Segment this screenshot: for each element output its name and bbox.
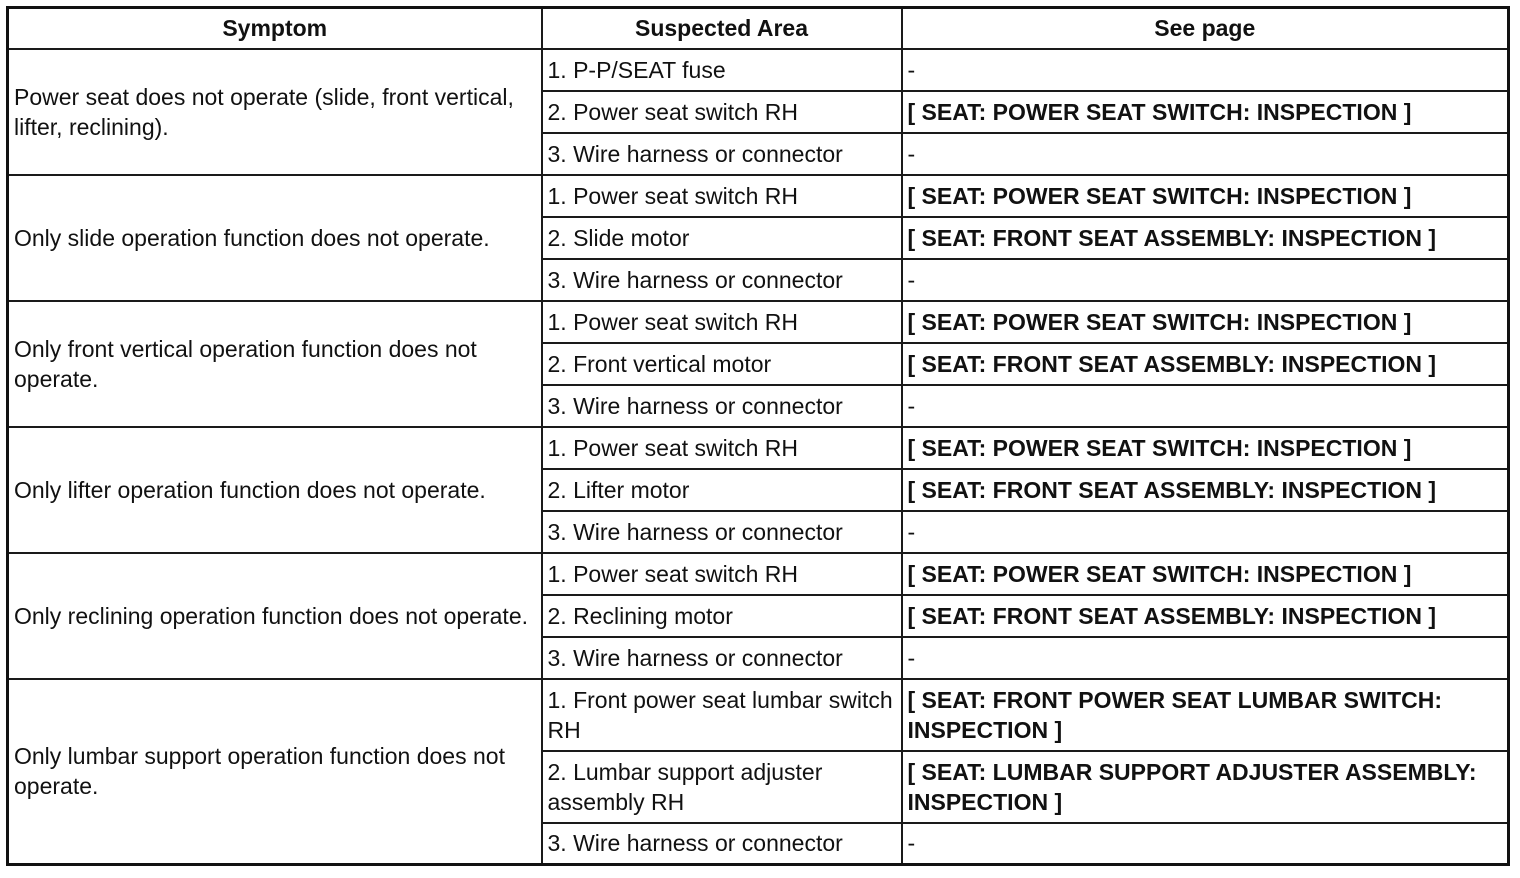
header-row	[8, 8, 1509, 49]
suspected-area-cell: 3. Wire harness or connector	[542, 133, 902, 175]
see-page-link[interactable]: [ SEAT: POWER SEAT SWITCH: INSPECTION ]	[902, 427, 1509, 469]
symptom-cell: Only front vertical operation function does not operate.	[8, 301, 542, 427]
see-page-link[interactable]: [ SEAT: LUMBAR SUPPORT ADJUSTER ASSEMBLY: INSPECTION ]	[902, 751, 1509, 823]
symptom-cell: Only lifter operation function does not operate.	[8, 427, 542, 553]
see-page-cell: -	[902, 511, 1509, 553]
see-page-link[interactable]: [ SEAT: FRONT SEAT ASSEMBLY: INSPECTION ]	[902, 217, 1509, 259]
see-page-link[interactable]: [ SEAT: POWER SEAT SWITCH: INSPECTION ]	[902, 301, 1509, 343]
symptom-cell: Only reclining operation function does not operate.	[8, 553, 542, 679]
see-page-cell: -	[902, 49, 1509, 91]
suspected-area-cell: 1. Power seat switch RH	[542, 301, 902, 343]
table-row	[8, 175, 1509, 217]
symptom-cell: Only lumbar support operation function does not operate.	[8, 679, 542, 865]
suspected-area-cell: 2. Lifter motor	[542, 469, 902, 511]
suspected-area-cell: 2. Lumbar support adjuster assembly RH	[542, 751, 902, 823]
suspected-area-cell: 1. Front power seat lumbar switch RH	[542, 679, 902, 751]
header-see-page: See page	[902, 8, 1509, 49]
see-page-cell: -	[902, 823, 1509, 865]
suspected-area-cell: 2. Reclining motor	[542, 595, 902, 637]
suspected-area-cell: 2. Slide motor	[542, 217, 902, 259]
see-page-cell: -	[902, 385, 1509, 427]
suspected-area-cell: 3. Wire harness or connector	[542, 511, 902, 553]
symptom-cell: Only slide operation function does not operate.	[8, 175, 542, 301]
suspected-area-cell: 1. Power seat switch RH	[542, 427, 902, 469]
symptom-diagnosis-table	[6, 6, 1510, 866]
table-row	[8, 427, 1509, 469]
header-symptom: Symptom	[8, 8, 542, 49]
suspected-area-cell: 1. Power seat switch RH	[542, 553, 902, 595]
see-page-cell: -	[902, 637, 1509, 679]
suspected-area-cell: 3. Wire harness or connector	[542, 637, 902, 679]
see-page-link[interactable]: [ SEAT: FRONT SEAT ASSEMBLY: INSPECTION ]	[902, 343, 1509, 385]
symptom-cell: Power seat does not operate (slide, front vertical, lifter, reclining).	[8, 49, 542, 175]
see-page-cell: -	[902, 259, 1509, 301]
suspected-area-cell: 2. Power seat switch RH	[542, 91, 902, 133]
see-page-link[interactable]: [ SEAT: POWER SEAT SWITCH: INSPECTION ]	[902, 175, 1509, 217]
see-page-link[interactable]: [ SEAT: POWER SEAT SWITCH: INSPECTION ]	[902, 91, 1509, 133]
see-page-link[interactable]: [ SEAT: FRONT SEAT ASSEMBLY: INSPECTION ]	[902, 595, 1509, 637]
see-page-link[interactable]: [ SEAT: POWER SEAT SWITCH: INSPECTION ]	[902, 553, 1509, 595]
see-page-link[interactable]: [ SEAT: FRONT POWER SEAT LUMBAR SWITCH: INSPECTION ]	[902, 679, 1509, 751]
table-row	[8, 49, 1509, 91]
suspected-area-cell: 1. Power seat switch RH	[542, 175, 902, 217]
suspected-area-cell: 3. Wire harness or connector	[542, 385, 902, 427]
see-page-link[interactable]: [ SEAT: FRONT SEAT ASSEMBLY: INSPECTION ]	[902, 469, 1509, 511]
suspected-area-cell: 3. Wire harness or connector	[542, 823, 902, 865]
suspected-area-cell: 3. Wire harness or connector	[542, 259, 902, 301]
table-row	[8, 553, 1509, 595]
suspected-area-cell: 1. P-P/SEAT fuse	[542, 49, 902, 91]
suspected-area-cell: 2. Front vertical motor	[542, 343, 902, 385]
table-row	[8, 679, 1509, 751]
header-suspected-area: Suspected Area	[542, 8, 902, 49]
table-row	[8, 301, 1509, 343]
see-page-cell: -	[902, 133, 1509, 175]
